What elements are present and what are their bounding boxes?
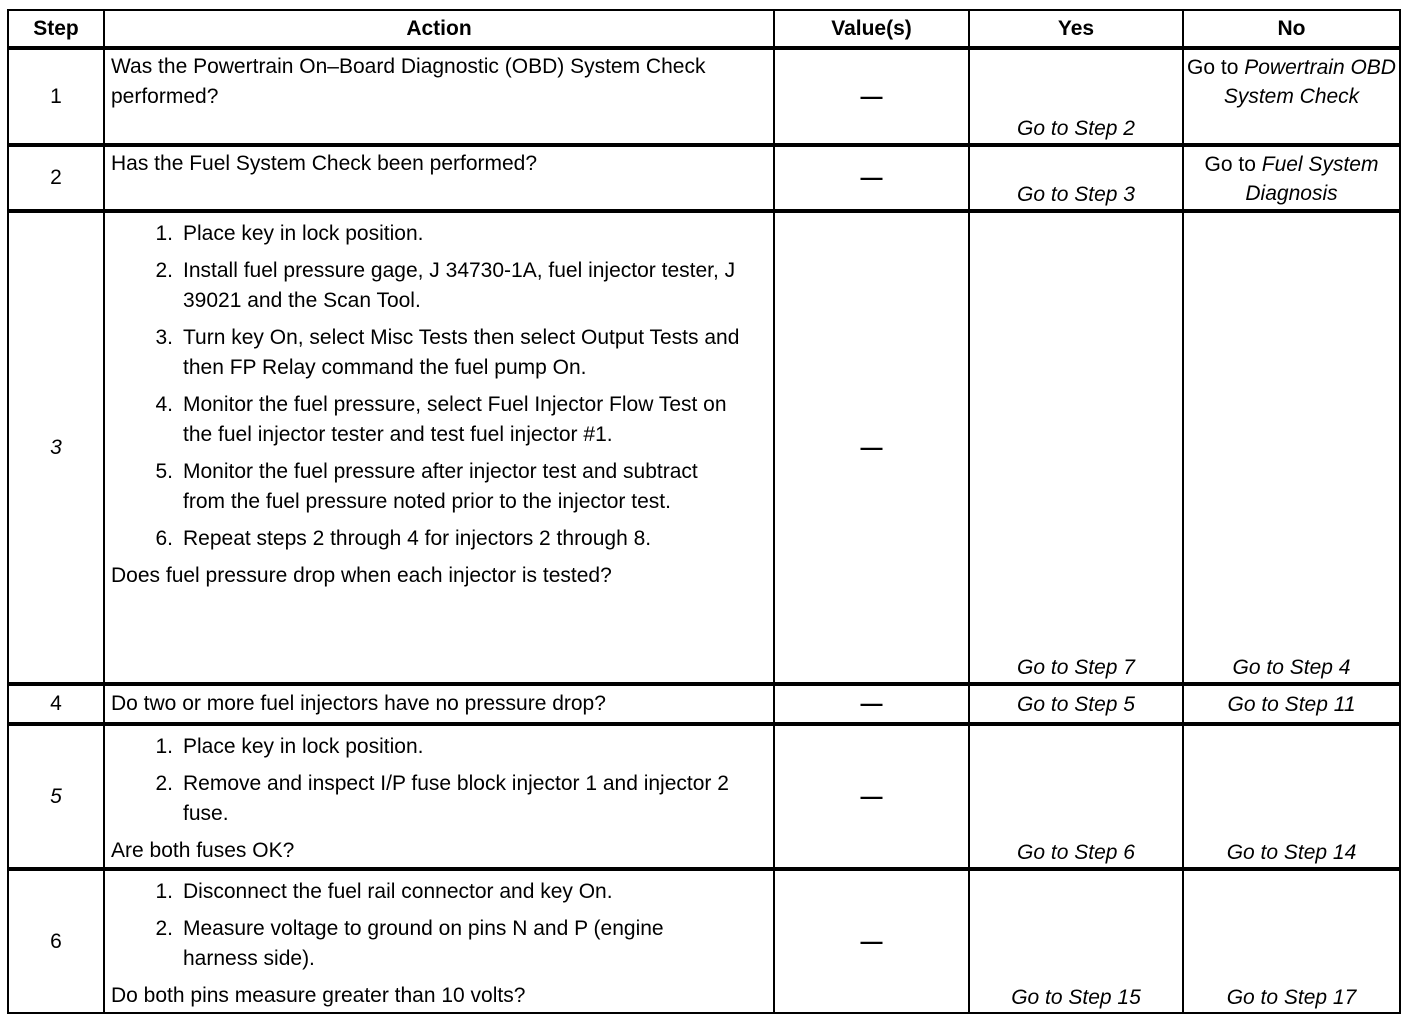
- no-cell: Go to Step 17: [1183, 869, 1400, 1013]
- no-cell: Go to Step 4: [1183, 211, 1400, 684]
- value-cell: —: [774, 211, 969, 684]
- substep-text: Measure voltage to ground on pins N and P (engine harness side).: [183, 917, 664, 971]
- substep-text: Repeat steps 2 through 4 for injectors 2 through 8.: [183, 527, 652, 551]
- no-reference: Powertrain OBD System Check: [1223, 56, 1396, 109]
- table-row: [8, 724, 1400, 869]
- no-prefix: Go to: [1204, 152, 1256, 176]
- question-text: Are both fuses OK?: [111, 839, 295, 863]
- step-number: 3: [8, 211, 104, 684]
- substep-number: 4.: [155, 393, 173, 417]
- table-row: [8, 869, 1400, 1013]
- yes-cell: Go to Step 6: [969, 724, 1183, 869]
- substep-text: Monitor the fuel pressure, select Fuel Injector Flow Test on the fuel injector tester and test fuel injector #1.: [183, 393, 727, 447]
- no-cell: Go to Step 14: [1183, 724, 1400, 869]
- diagnostic-table: [7, 9, 1401, 1014]
- substep-number: 2.: [155, 772, 173, 796]
- substep-number: 5.: [155, 460, 173, 484]
- action-cell: [104, 48, 774, 145]
- list-item: [135, 323, 743, 383]
- substep-number: 6.: [155, 527, 173, 551]
- yes-cell: Go to Step 3: [969, 145, 1183, 211]
- step-number: 2: [8, 145, 104, 211]
- step-number: 4: [8, 684, 104, 724]
- header-values: Value(s): [774, 10, 969, 48]
- list-item: [135, 219, 743, 249]
- substep-number: 1.: [155, 735, 173, 759]
- substep-list: [105, 726, 773, 829]
- no-cell: Go to Step 11: [1183, 684, 1400, 724]
- list-item: [135, 732, 743, 762]
- header-no: No: [1183, 10, 1400, 48]
- value-cell: —: [774, 684, 969, 724]
- step-number: 6: [8, 869, 104, 1013]
- question-text: Do both pins measure greater than 10 volts?: [111, 984, 526, 1008]
- question-text: Do two or more fuel injectors have no pressure drop?: [111, 692, 606, 716]
- substep-number: 2.: [155, 917, 173, 941]
- no-reference: Fuel System Diagnosis: [1245, 152, 1379, 205]
- yes-cell: Go to Step 5: [969, 684, 1183, 724]
- substep-number: 3.: [155, 326, 173, 350]
- substep-list: [105, 213, 773, 554]
- yes-cell: Go to Step 2: [969, 48, 1183, 145]
- header-yes: Yes: [969, 10, 1183, 48]
- question-text: Was the Powertrain On–Board Diagnostic (OBD) System Check performed?: [111, 55, 706, 109]
- no-cell: [1183, 145, 1400, 211]
- value-cell: —: [774, 48, 969, 145]
- substep-text: Install fuel pressure gage, J 34730-1A, fuel injector tester, J 39021 and the Scan Tool.: [183, 259, 736, 313]
- question-text: Has the Fuel System Check been performed?: [111, 151, 538, 175]
- action-cell: [104, 869, 774, 1013]
- step-number: 1: [8, 48, 104, 145]
- table-row: [8, 48, 1400, 145]
- substep-number: 2.: [155, 259, 173, 283]
- header-row: [8, 10, 1400, 48]
- list-item: [135, 390, 743, 450]
- value-cell: —: [774, 145, 969, 211]
- no-cell: [1183, 48, 1400, 145]
- value-cell: —: [774, 724, 969, 869]
- question-text: Does fuel pressure drop when each injector is tested?: [111, 564, 612, 588]
- table-row: [8, 211, 1400, 684]
- substep-number: 1.: [155, 880, 173, 904]
- substep-number: 1.: [155, 222, 173, 246]
- list-item: [135, 256, 743, 316]
- header-action: Action: [104, 10, 774, 48]
- list-item: [135, 457, 743, 517]
- action-cell: [104, 211, 774, 684]
- action-cell: [104, 724, 774, 869]
- action-cell: [104, 684, 774, 724]
- yes-cell: Go to Step 7: [969, 211, 1183, 684]
- substep-text: Place key in lock position.: [183, 735, 424, 759]
- substep-text: Monitor the fuel pressure after injector test and subtract from the fuel pressure noted prior to the injector test.: [183, 460, 698, 514]
- action-cell: [104, 145, 774, 211]
- yes-cell: Go to Step 15: [969, 869, 1183, 1013]
- substep-list: [105, 871, 773, 974]
- list-item: [135, 914, 743, 974]
- no-prefix: Go to: [1187, 56, 1239, 80]
- substep-text: Place key in lock position.: [183, 222, 424, 246]
- step-number: 5: [8, 724, 104, 869]
- value-cell: —: [774, 869, 969, 1013]
- substep-text: Disconnect the fuel rail connector and key On.: [183, 880, 613, 904]
- table-row: [8, 684, 1400, 724]
- table-row: [8, 145, 1400, 211]
- substep-text: Remove and inspect I/P fuse block injector 1 and injector 2 fuse.: [183, 772, 729, 826]
- list-item: [135, 877, 743, 907]
- list-item: [135, 524, 743, 554]
- substep-text: Turn key On, select Misc Tests then select Output Tests and then FP Relay command the fuel pump On.: [183, 326, 740, 380]
- list-item: [135, 769, 743, 829]
- header-step: Step: [8, 10, 104, 48]
